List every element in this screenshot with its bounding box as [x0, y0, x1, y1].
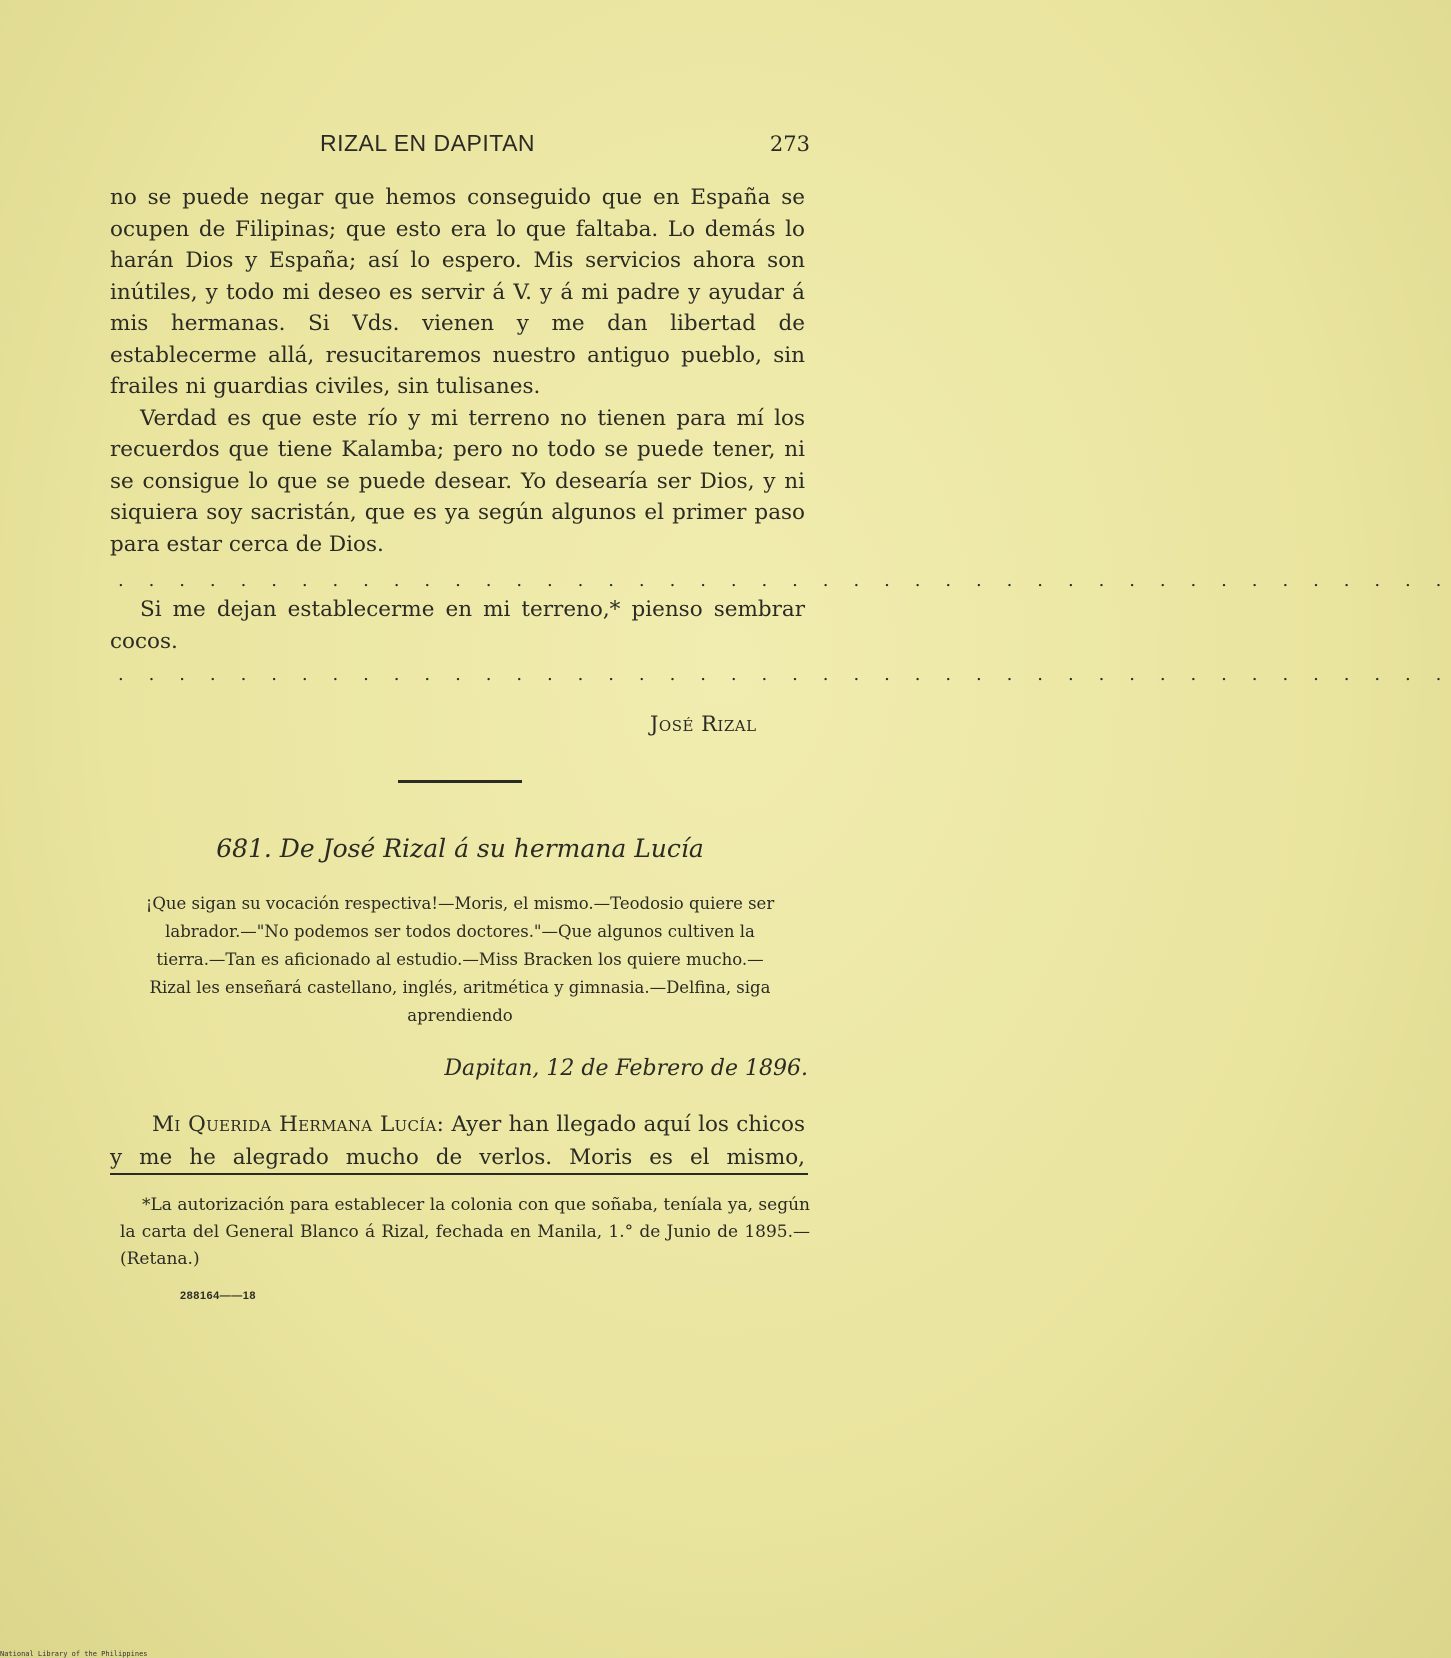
letter-heading: 681. De José Rizal á su hermana Lucía [216, 834, 704, 863]
footnote: *La autorización para establecer la colonia con que soñaba, teníala ya, según la carta del General Blanco á Rizal, fechada en Manila, 1.° de Junio de 1895.—(Retana.) [120, 1195, 810, 1269]
letter-body-final [110, 594, 805, 657]
letter-dateline: Dapitan, 12 de Febrero de 1896. [444, 1056, 808, 1081]
running-title: RIZAL EN DAPITAN [320, 130, 536, 156]
opening-sentence: Ayer han llegado aquí los chicos y me he alegrado mucho de verlos. Moris es el mismo, [110, 1112, 806, 1170]
letter-opening [110, 1108, 805, 1174]
scan-credit: National Library of the Philippines [0, 1650, 148, 1658]
printer-mark: 288164——18 [180, 1290, 256, 1302]
footnote-rule [110, 1173, 808, 1175]
letter-body-continued [110, 182, 805, 560]
body-paragraph-1: no se puede negar que hemos conseguido que en España se ocupen de Filipinas; que esto era lo que faltaba. Lo demás lo harán Dios y España; así lo espero. Mis servicios ahora son inútiles, y todo mi deseo es servir á V. y á mi padre y ayudar á mis hermanas. Si Vds. vienen y me dan libertad de establecerme allá, resucitaremos nuestro antiguo pueblo, sin frailes ni guardias civiles, sin tulisanes. [110, 185, 805, 399]
ellipsis-row-1: . . . . . . . . . . . . . . . . . . . . . . . . . . . . . . . . . . . . . . . . . . . . [118, 570, 1451, 591]
page-header [110, 130, 810, 170]
letter-summary: ¡Que sigan su vocación respectiva!—Moris, el mismo.—Teodosio quiere ser labrador.—"No podemos ser todos doctores."—Que algunos cultiven la tierra.—Tan es aficionado al estudio.—Miss Bracken los quiere mucho.—Rizal les enseñará castellano, inglés, aritmética y gimnasia.—Delfina, siga aprendiendo [145, 894, 775, 1025]
page-number: 273 [769, 132, 810, 156]
body-paragraph-3: Si me dejan establecerme en mi terreno,* pienso sembrar cocos. [110, 597, 805, 654]
salutation: Mi Querida Hermana Lucía: [152, 1112, 445, 1137]
ellipsis-row-2: . . . . . . . . . . . . . . . . . . . . . . . . . . . . . . . . . . . . . . . . . . . . [118, 664, 1451, 685]
signature: José Rizal [650, 712, 757, 736]
body-paragraph-2: Verdad es que este río y mi terreno no tienen para mí los recuerdos que tiene Kalamba; pero no todo se puede tener, ni se consigue lo que se puede desear. Yo desearía ser Dios, y ni siquiera soy sacristán, que es ya según algunos el primer paso para estar cerca de Dios. [110, 405, 805, 557]
section-divider [398, 780, 522, 783]
